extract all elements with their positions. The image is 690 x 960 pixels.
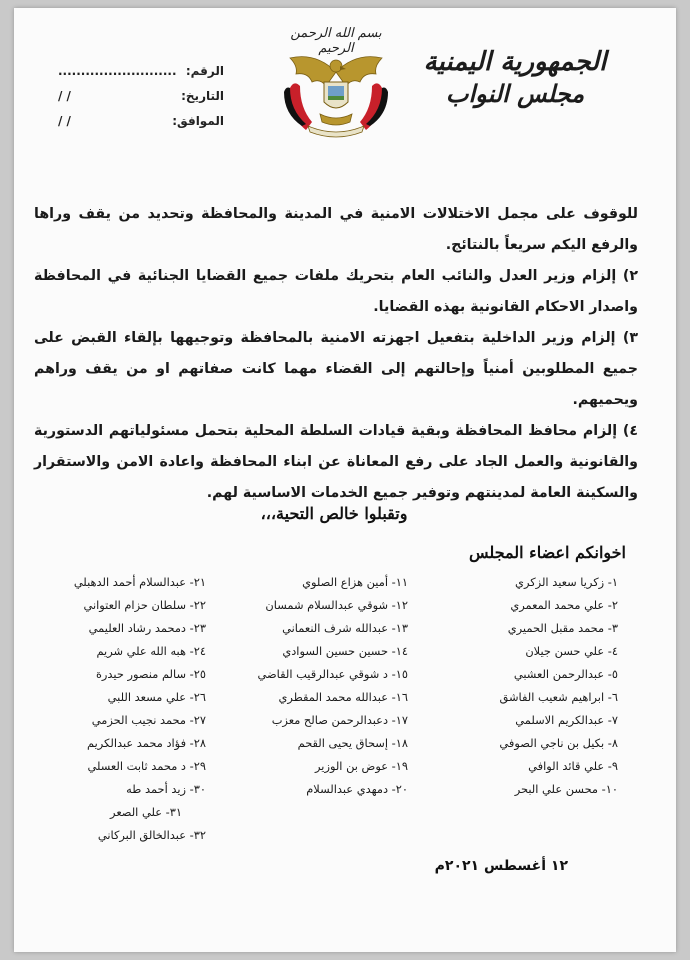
member-name: ٢٩- د محمد ثابت العسلي (87, 759, 206, 773)
ref-hijri-label: الموافق: (172, 114, 224, 128)
ref-date-label: التاريخ: (181, 89, 224, 103)
ref-number-label: الرقم: (185, 64, 224, 78)
yemen-eagle-emblem-icon (276, 42, 396, 146)
member-name: ٣٢- عبدالخالق البركاني (97, 828, 206, 842)
member-name: ١٧- دعبدالرحمن صالح معزب (271, 713, 408, 727)
members-column-2 (238, 573, 408, 798)
member-name: ٣- محمد مقبل الحميري (507, 621, 618, 635)
member-name: ١٦- عبدالله محمد المقطري (278, 690, 408, 704)
member-name: ٥- عبدالرحمن العشبي (513, 667, 618, 681)
member-name: ١٤- حسين حسين السوادي (282, 644, 408, 658)
ref-date-field (54, 89, 224, 103)
letter-page (14, 8, 676, 952)
member-name: ٢١- عبدالسلام أحمد الدهبلي (73, 575, 206, 589)
members-column-1 (438, 573, 618, 798)
member-name: ٢٤- هبه الله علي شريم (96, 644, 206, 658)
title-republic: الجمهورية اليمنية (423, 47, 607, 77)
member-name: ٢٣- دمحمد رشاد العليمي (88, 621, 206, 635)
ref-number-value: .......................... (58, 64, 177, 78)
members-column-3 (26, 573, 206, 844)
member-name: ٣١- علي الصعر (110, 805, 182, 819)
paragraph-item-2: ٢) إلزام وزير العدل والنائب العام بتحريك ملفات جميع القضايا الجنائية في المحافظة واصدار الاحكام القانونية بهذه القضايا. (34, 268, 638, 315)
closing-greeting: وتقبلوا خالص التحية،،، (260, 504, 408, 523)
member-name: ٦- ابراهيم شعيب الفاشق (499, 690, 618, 704)
ref-date-value: / / (58, 89, 71, 103)
members-heading: اخوانكم اعضاء المجلس (469, 543, 626, 562)
basmala: بسم الله الرحمن الرحيم (290, 26, 382, 56)
member-name: ٣٠- زيد أحمد طه (126, 782, 206, 796)
paragraph-item-3: ٣) إلزام وزير الداخلية بتفعيل اجهزته الامنية بالمحافظة وتوجيهها بإلقاء القبض على جميع المطلوبين أمنياً وإحالتهم إلى القضاء مهما كانت صفاتهم او من يقف وراهم ويحميهم. (34, 330, 638, 408)
member-name: ٢٥- سالم منصور حيدرة (95, 667, 206, 681)
paragraph-intro: للوقوف على مجمل الاختلالات الامنية في المدينة والمحافظة وتحديد من يقف وراها والرفع اليكم سريعاً بالنتائج. (34, 206, 638, 253)
letterhead-title (420, 48, 610, 107)
member-name: ٨- بكيل بن ناجي الصوفي (499, 736, 618, 750)
member-name: ٩- علي قائد الوافي (528, 759, 618, 773)
member-name: ٤- علي حسن جيلان (525, 644, 618, 658)
ref-hijri-field (54, 114, 224, 128)
ref-number-field (54, 64, 224, 78)
letter-date: ١٢ أغسطس ٢٠٢١م (434, 858, 568, 874)
member-name: ٢٦- علي مسعد اللبي (107, 690, 206, 704)
member-name: ١١- أمين هزاع الصلوي (302, 575, 408, 589)
member-name: ٧- عبدالكريم الاسلمي (515, 713, 618, 727)
member-name: ١٢- شوقي عبدالسلام شمسان (265, 598, 408, 612)
member-name: ٢٠- دمهدي عبدالسلام (306, 782, 408, 796)
title-parliament: مجلس النواب (445, 78, 585, 108)
member-name: ١- زكريا سعيد الزكري (515, 575, 618, 589)
member-name: ٢٧- محمد نجيب الحزمي (91, 713, 206, 727)
member-name: ١٥- د شوقي عبدالرقيب القاضي (257, 667, 408, 681)
member-name: ١٩- عوض بن الوزير (315, 759, 408, 773)
member-name: ١٨- إسحاق يحيى القحم (297, 736, 408, 750)
member-name: ١٣- عبدالله شرف النعماني (282, 621, 408, 635)
member-name: ٢٢- سلطان حزام العتواني (83, 598, 206, 612)
member-name: ٢٨- فؤاد محمد عبدالكريم (87, 736, 206, 750)
member-name: ٢- علي محمد المعمري (510, 598, 618, 612)
body-text (34, 199, 638, 509)
ref-hijri-value: / / (58, 114, 71, 128)
paragraph-item-4: ٤) إلزام محافظ المحافظة وبقية قيادات السلطة المحلية بتحمل مسئولياتهم الدستورية والقانونية والعمل الجاد على رفع المعاناة عن ابناء المحافظة واعادة الامن والاستقرار والسكينة العامة لمدينتهم وتوفير جميع الخدمات الاساسية لهم. (34, 423, 638, 501)
member-name: ١٠- محسن علي البحر (514, 782, 618, 796)
